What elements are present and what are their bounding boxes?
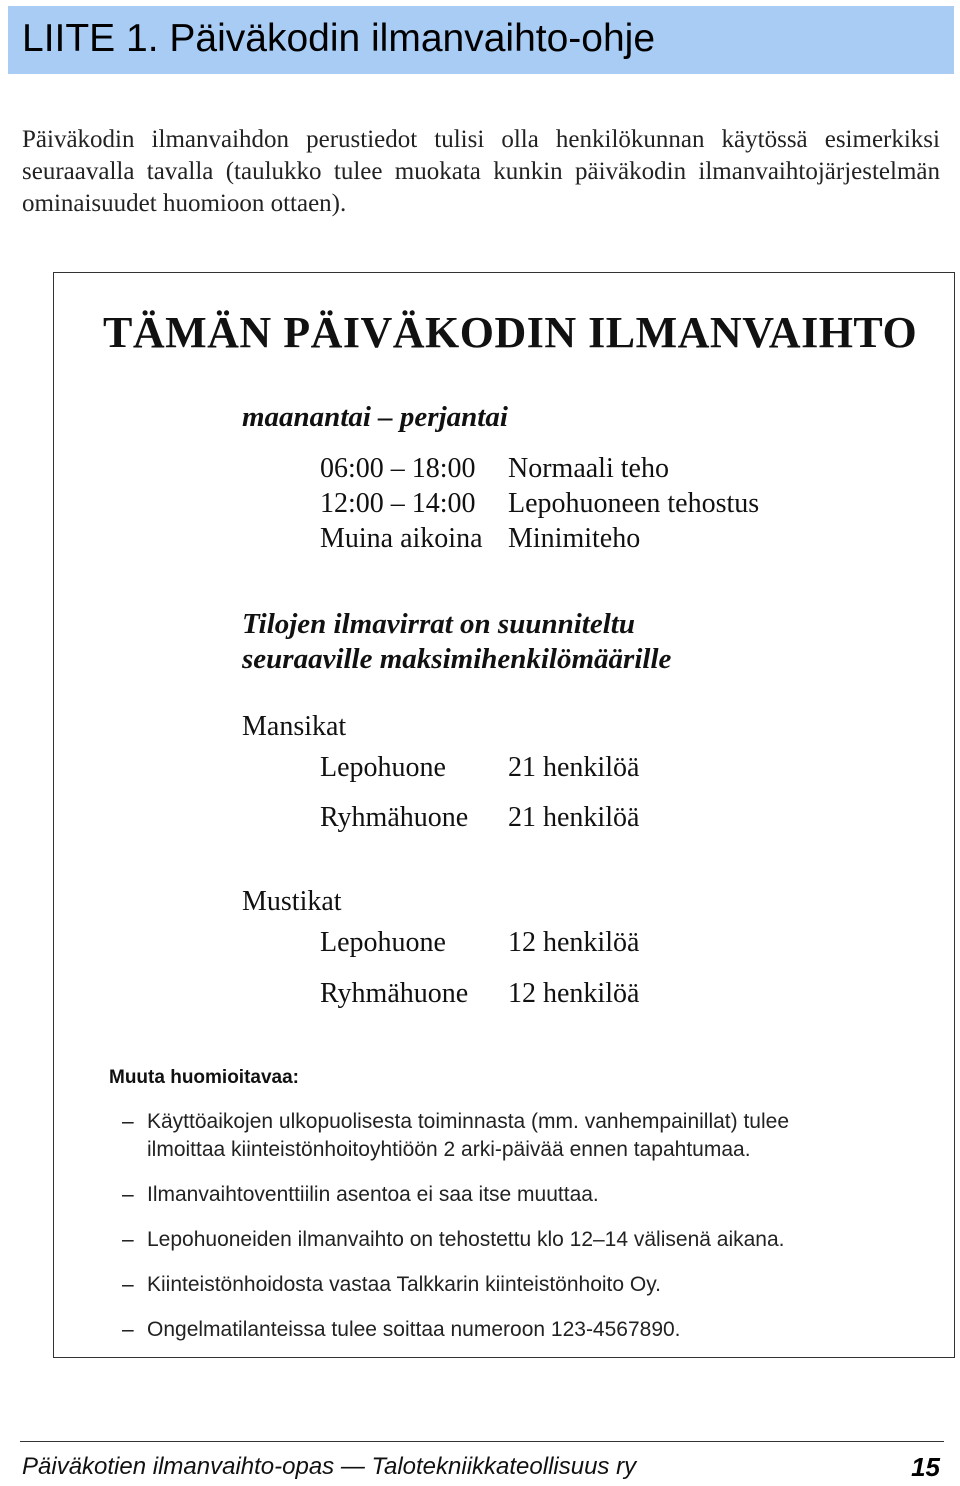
room-name: Lepohuone (320, 927, 446, 958)
schedule-time: 12:00 – 14:00 (320, 488, 476, 519)
page-title: LIITE 1. Päiväkodin ilmanvaihto-ohje (22, 17, 656, 60)
bullet-dash: – (122, 1183, 134, 1206)
capacity-heading-line2: seuraaville maksimihenkilömäärille (242, 643, 672, 675)
note-text: Kiinteistönhoidosta vastaa Talkkarin kiinteistönhoito Oy. (147, 1273, 662, 1296)
footer-text: Päiväkotien ilmanvaihto-opas — Talotekniikkateollisuus ry (22, 1453, 637, 1480)
schedule-heading: maanantai – perjantai (242, 401, 508, 433)
group-name: Mansikat (242, 711, 347, 742)
page-number: 15 (911, 1452, 940, 1482)
group-name: Mustikat (242, 886, 342, 917)
bullet-dash: – (122, 1318, 134, 1341)
room-capacity: 12 henkilöä (508, 978, 640, 1009)
schedule-mode: Minimiteho (508, 523, 641, 554)
schedule-mode: Lepohuoneen tehostus (508, 488, 760, 519)
schedule-time: 06:00 – 18:00 (320, 453, 476, 484)
room-capacity: 21 henkilöä (508, 802, 640, 833)
room-name: Ryhmähuone (320, 978, 469, 1009)
intro-paragraph: Päiväkodin ilmanvaihdon perustiedot tulisi olla henkilökunnan käytössä esimerkiksi seuraavalla tavalla (taulukko tulee muokata kunkin päiväkodin ilmanvaihtojärjestelmän ominaisuudet huomioon ottaen). (22, 126, 940, 217)
note-text: Ongelmatilanteissa tulee soittaa numeroon 123-4567890. (147, 1318, 681, 1341)
room-name: Lepohuone (320, 752, 446, 783)
schedule-time: Muina aikoina (320, 523, 483, 554)
capacity-heading-line1: Tilojen ilmavirrat on suunniteltu (242, 608, 635, 640)
room-name: Ryhmähuone (320, 802, 469, 833)
footer-rule (20, 1441, 944, 1442)
note-text: Käyttöaikojen ulkopuolisesta toiminnasta (mm. vanhempainillat) tulee ilmoittaa kiinteistönhoitoyhtiöön 2 arki-päivää ennen tapahtumaa. (147, 1110, 789, 1161)
bullet-dash: – (122, 1273, 134, 1296)
schedule-mode: Normaali teho (508, 453, 669, 484)
notes-heading: Muuta huomioitavaa: (109, 1067, 300, 1088)
notice-title: TÄMÄN PÄIVÄKODIN ILMANVAIHTO (103, 308, 918, 357)
room-capacity: 12 henkilöä (508, 927, 640, 958)
room-capacity: 21 henkilöä (508, 752, 640, 783)
note-text: Lepohuoneiden ilmanvaihto on tehostettu klo 12–14 välisenä aikana. (147, 1228, 785, 1251)
note-text: Ilmanvaihtoventtiilin asentoa ei saa itse muuttaa. (147, 1183, 599, 1206)
bullet-dash: – (122, 1228, 134, 1251)
bullet-dash: – (122, 1110, 134, 1133)
